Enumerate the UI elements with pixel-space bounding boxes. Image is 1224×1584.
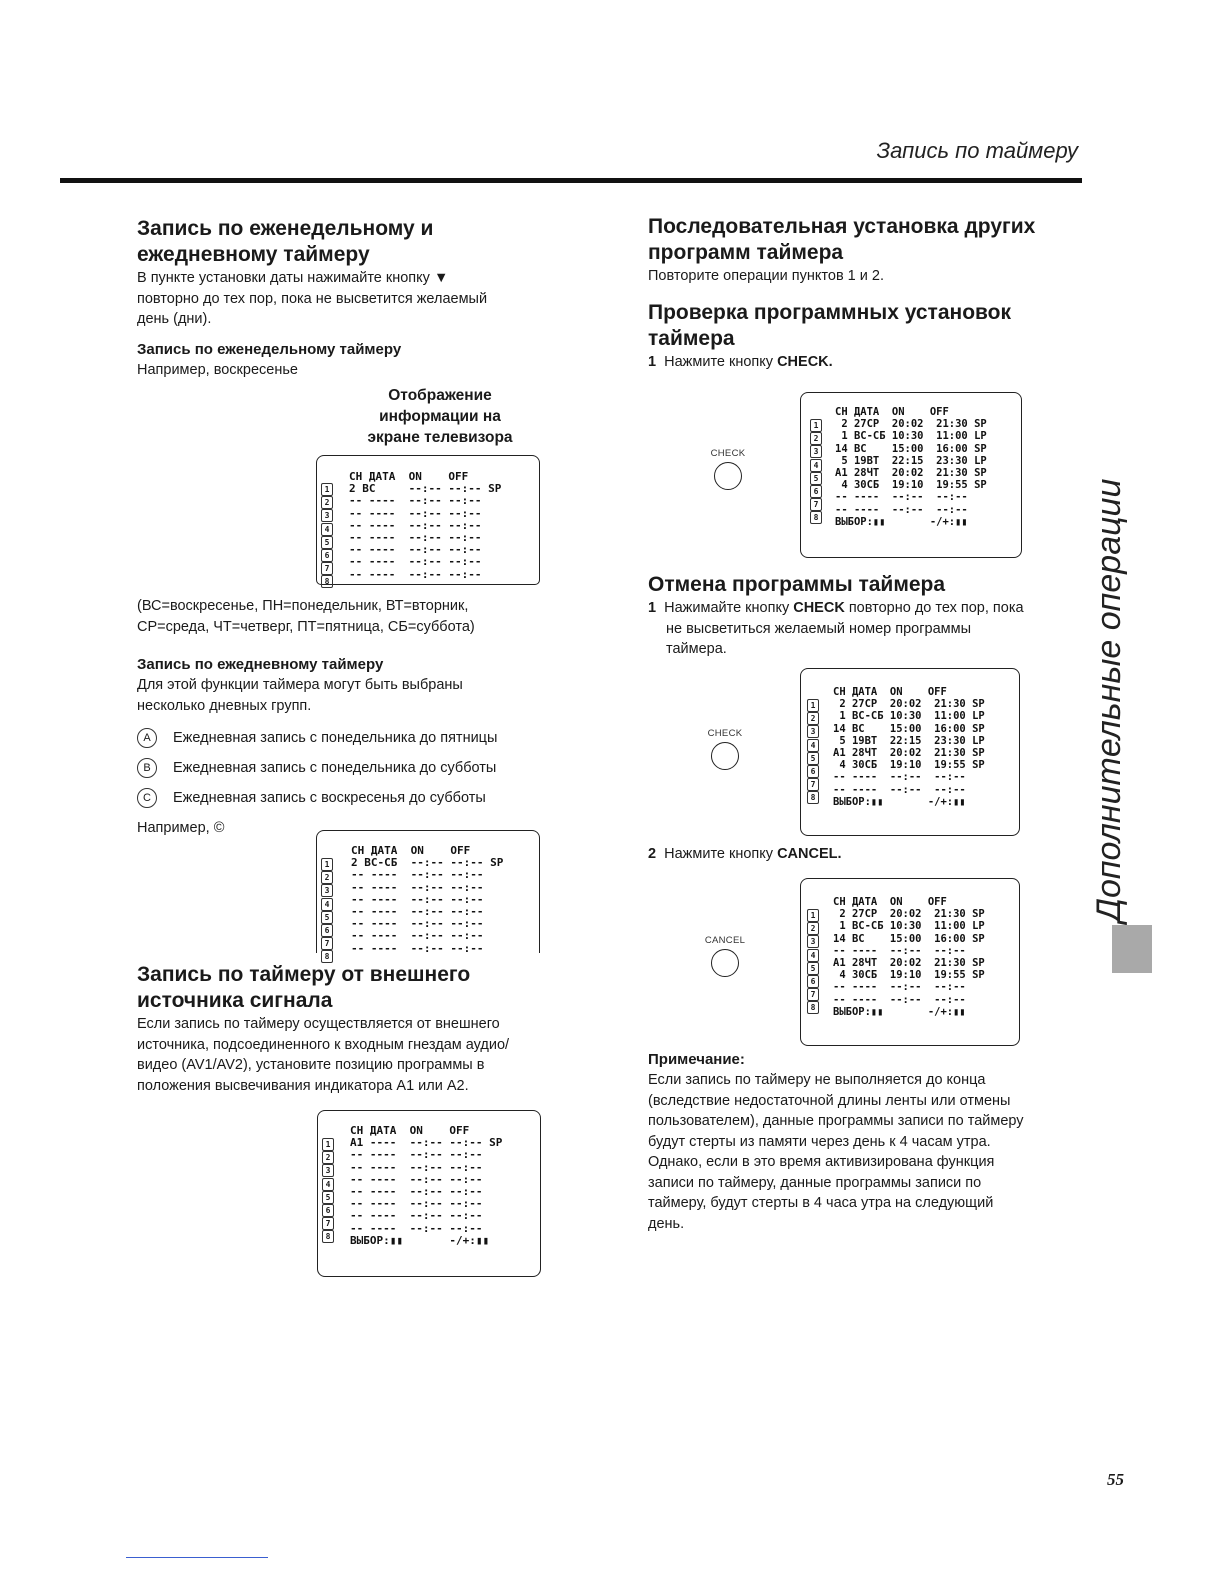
- legend-line: (ВС=воскресенье, ПН=понедельник, ВТ=вторник,: [137, 598, 469, 614]
- note-line: будут стерты из памяти через день к 4 часам утра.: [648, 1133, 991, 1150]
- page-number: 55: [1107, 1470, 1124, 1489]
- step-line: не высветиться желаемый номер программы: [666, 620, 972, 637]
- note-line: таймеру, будут стерты в 4 часа утра на следующий: [648, 1195, 994, 1211]
- daily-line: несколько дневных групп.: [137, 697, 312, 714]
- step-line: 1 Нажмите кнопку CHECK.: [648, 354, 833, 370]
- note-title: Примечание:: [648, 1051, 745, 1068]
- section-title-line2: ежедневному таймеру: [137, 243, 370, 266]
- tv-screen-cancel-select: [800, 668, 1020, 836]
- cancel-button-illustration: CANCEL: [700, 935, 750, 977]
- header-rule: [60, 178, 1082, 183]
- option-text: Ежедневная запись с воскресенья до субботы: [173, 790, 486, 806]
- daily-section: [137, 655, 587, 839]
- daily-title: Запись по ежедневному таймеру: [137, 656, 384, 673]
- note-line: (вследствие недостаточной длины ленты или отмены: [648, 1092, 1011, 1109]
- screen-text: CH ДАТА ON OFF A1 ---- --:-- --:-- SP -- ---- --:-- --:-- -- ---- --:-- --:-- -- ---- --:-- --:-- -- ---- --:-- --:-- -- ---- --:-- --:-- -- ---- --:-- --:-- -- ---- --:-- --:-- ВЫБОР:▮▮ -/+:▮▮: [350, 1124, 503, 1247]
- check-button-illustration: CHECK: [703, 448, 753, 490]
- section-check: [648, 300, 1088, 373]
- option-text: Ежедневная запись с понедельника до субботы: [173, 760, 497, 776]
- option-mark: A: [137, 728, 157, 748]
- side-tab-label: Дополнительные операции: [1090, 478, 1128, 922]
- section-title-line2: программ таймера: [648, 241, 844, 264]
- note-section: [648, 1050, 1088, 1234]
- cancel-step2: [648, 844, 1088, 865]
- screen-text: CH ДАТА ON OFF 2 ВС --:-- --:-- SP -- ---- --:-- --:-- -- ---- --:-- --:-- -- ---- --:-- --:-- -- ---- --:-- --:-- -- ---- --:-- --:-- -- ---- --:-- --:-- -- ---- --:-- --:--: [349, 470, 502, 581]
- daily-line: Для этой функции таймера могут быть выбраны: [137, 677, 463, 693]
- note-line: Однако, если в это время активизирована функция: [648, 1154, 995, 1170]
- button-circle: [711, 949, 739, 977]
- tv-screen-daily: [316, 830, 540, 962]
- note-line: Если запись по таймеру не выполняется до конца: [648, 1072, 986, 1088]
- section-title-line2: таймера: [648, 327, 735, 350]
- section-title-line2: источника сигнала: [137, 989, 333, 1012]
- screen-text: CH ДАТА ON OFF 2 27СР 20:02 21:30 SP 1 ВС-СБ 10:30 11:00 LP 14 ВС 15:00 16:00 SP 5 19ВТ 22:15 23:30 LP A1 28ЧТ 20:02 21:30 SP 4 30СБ 19:10 19:55 SP -- ---- --:-- --:-- -- ---- --:-- --:-- ВЫБОР:▮▮ -/+:▮▮: [835, 406, 987, 528]
- running-header: Запись по таймеру: [876, 138, 1078, 163]
- step-line: 2 Нажмите кнопку CANCEL.: [648, 846, 842, 862]
- tv-screen-check: [800, 392, 1022, 558]
- program-numbers: 1 2 3 4 5 6 7 8: [321, 858, 333, 964]
- daily-option-b: [137, 758, 587, 778]
- tv-screen-cancel-done: [800, 878, 1020, 1046]
- body-line: В пункте установки даты нажимайте кнопку ▼: [137, 270, 449, 286]
- section-title-line1: Запись по еженедельному и: [137, 217, 434, 240]
- body-line: день (дни).: [137, 311, 212, 327]
- section-cancel: [648, 572, 1088, 660]
- section-title: Отмена программы таймера: [648, 573, 946, 596]
- check-button-illustration: CHECK: [700, 728, 750, 770]
- section-external: [137, 962, 587, 1096]
- caption-line: информации на: [379, 408, 501, 425]
- caption-line: Отображение: [388, 387, 492, 404]
- body-line: повторно до тех пор, пока не высветится желаемый: [137, 290, 488, 307]
- program-numbers: 1 2 3 4 5 6 7 8: [810, 419, 822, 525]
- tv-caption: [315, 385, 565, 448]
- body-line: Повторите операции пунктов 1 и 2.: [648, 268, 884, 284]
- note-line: пользователем), данные программы записи по таймеру: [648, 1113, 1024, 1129]
- program-numbers: 1 2 3 4 5 6 7 8: [807, 909, 819, 1015]
- body-line: положения высвечивания индикатора A1 или A2.: [137, 1077, 469, 1094]
- option-text: Ежедневная запись с понедельника до пятницы: [173, 730, 498, 746]
- weekly-title: Запись по еженедельному таймеру: [137, 340, 402, 358]
- note-line: записи по таймеру, данные программы записи по: [648, 1174, 982, 1191]
- screen-text: CH ДАТА ON OFF 2 27СР 20:02 21:30 SP 1 ВС-СБ 10:30 11:00 LP 14 ВС 15:00 16:00 SP 5 19ВТ 22:15 23:30 LP A1 28ЧТ 20:02 21:30 SP 4 30СБ 19:10 19:55 SP -- ---- --:-- --:-- -- ---- --:-- --:-- ВЫБОР:▮▮ -/+:▮▮: [833, 686, 985, 808]
- footer-line: [126, 1557, 268, 1558]
- note-line: день.: [648, 1215, 685, 1232]
- daily-option-c: [137, 788, 587, 808]
- example-c: Например, ©: [137, 820, 225, 836]
- program-numbers: 1 2 3 4 5 6 7 8: [807, 699, 819, 805]
- legend-line: СР=среда, ЧТ=четверг, ПТ=пятница, СБ=суббота): [137, 618, 475, 635]
- screen-text: CH ДАТА ON OFF 2 ВС-СБ --:-- --:-- SP -- ---- --:-- --:-- -- ---- --:-- --:-- -- ---- --:-- --:-- -- ---- --:-- --:-- -- ---- --:-- --:-- -- ---- --:-- --:-- -- ---- --:-- --:--: [351, 844, 504, 955]
- button-circle: [714, 462, 742, 490]
- section-title-line1: Последовательная установка других: [648, 215, 1036, 238]
- option-mark: B: [137, 758, 157, 778]
- section-weekly-daily: [137, 216, 577, 380]
- caption-line: экране телевизора: [367, 429, 513, 446]
- section-title-line1: Проверка программных установок: [648, 301, 1011, 324]
- screen-text: CH ДАТА ON OFF 2 27СР 20:02 21:30 SP 1 ВС-СБ 10:30 11:00 LP 14 ВС 15:00 16:00 SP -- ---- --:-- --:-- A1 28ЧТ 20:02 21:30 SP 4 30СБ 19:10 19:55 SP -- ---- --:-- --:-- -- ---- --:-- --:-- ВЫБОР:▮▮ -/+:▮▮: [833, 896, 985, 1018]
- section-title-line1: Запись по таймеру от внешнего: [137, 963, 471, 986]
- daily-option-a: [137, 728, 587, 748]
- button-circle: [711, 742, 739, 770]
- body-line: источника, подсоединенного к входным гнездам аудио/: [137, 1036, 510, 1053]
- tv-screen-external: [317, 1110, 541, 1277]
- step-line: 1 Нажимайте кнопку CHECK повторно до тех пор, пока: [648, 600, 1024, 616]
- option-mark: C: [137, 788, 157, 808]
- tv-screen-weekly: [316, 455, 540, 585]
- weekly-example: Например, воскресенье: [137, 361, 298, 378]
- side-tab-marker: [1112, 925, 1152, 973]
- daily-options: [137, 728, 587, 808]
- body-line: видео (AV1/AV2), установите позицию программы в: [137, 1057, 485, 1073]
- program-numbers: 1 2 3 4 5 6 7 8: [321, 483, 333, 589]
- section-sequential: [648, 214, 1088, 287]
- day-legend: [137, 596, 587, 637]
- program-numbers: 1 2 3 4 5 6 7 8: [322, 1138, 334, 1244]
- body-line: Если запись по таймеру осуществляется от внешнего: [137, 1016, 500, 1032]
- step-line: таймера.: [666, 641, 727, 657]
